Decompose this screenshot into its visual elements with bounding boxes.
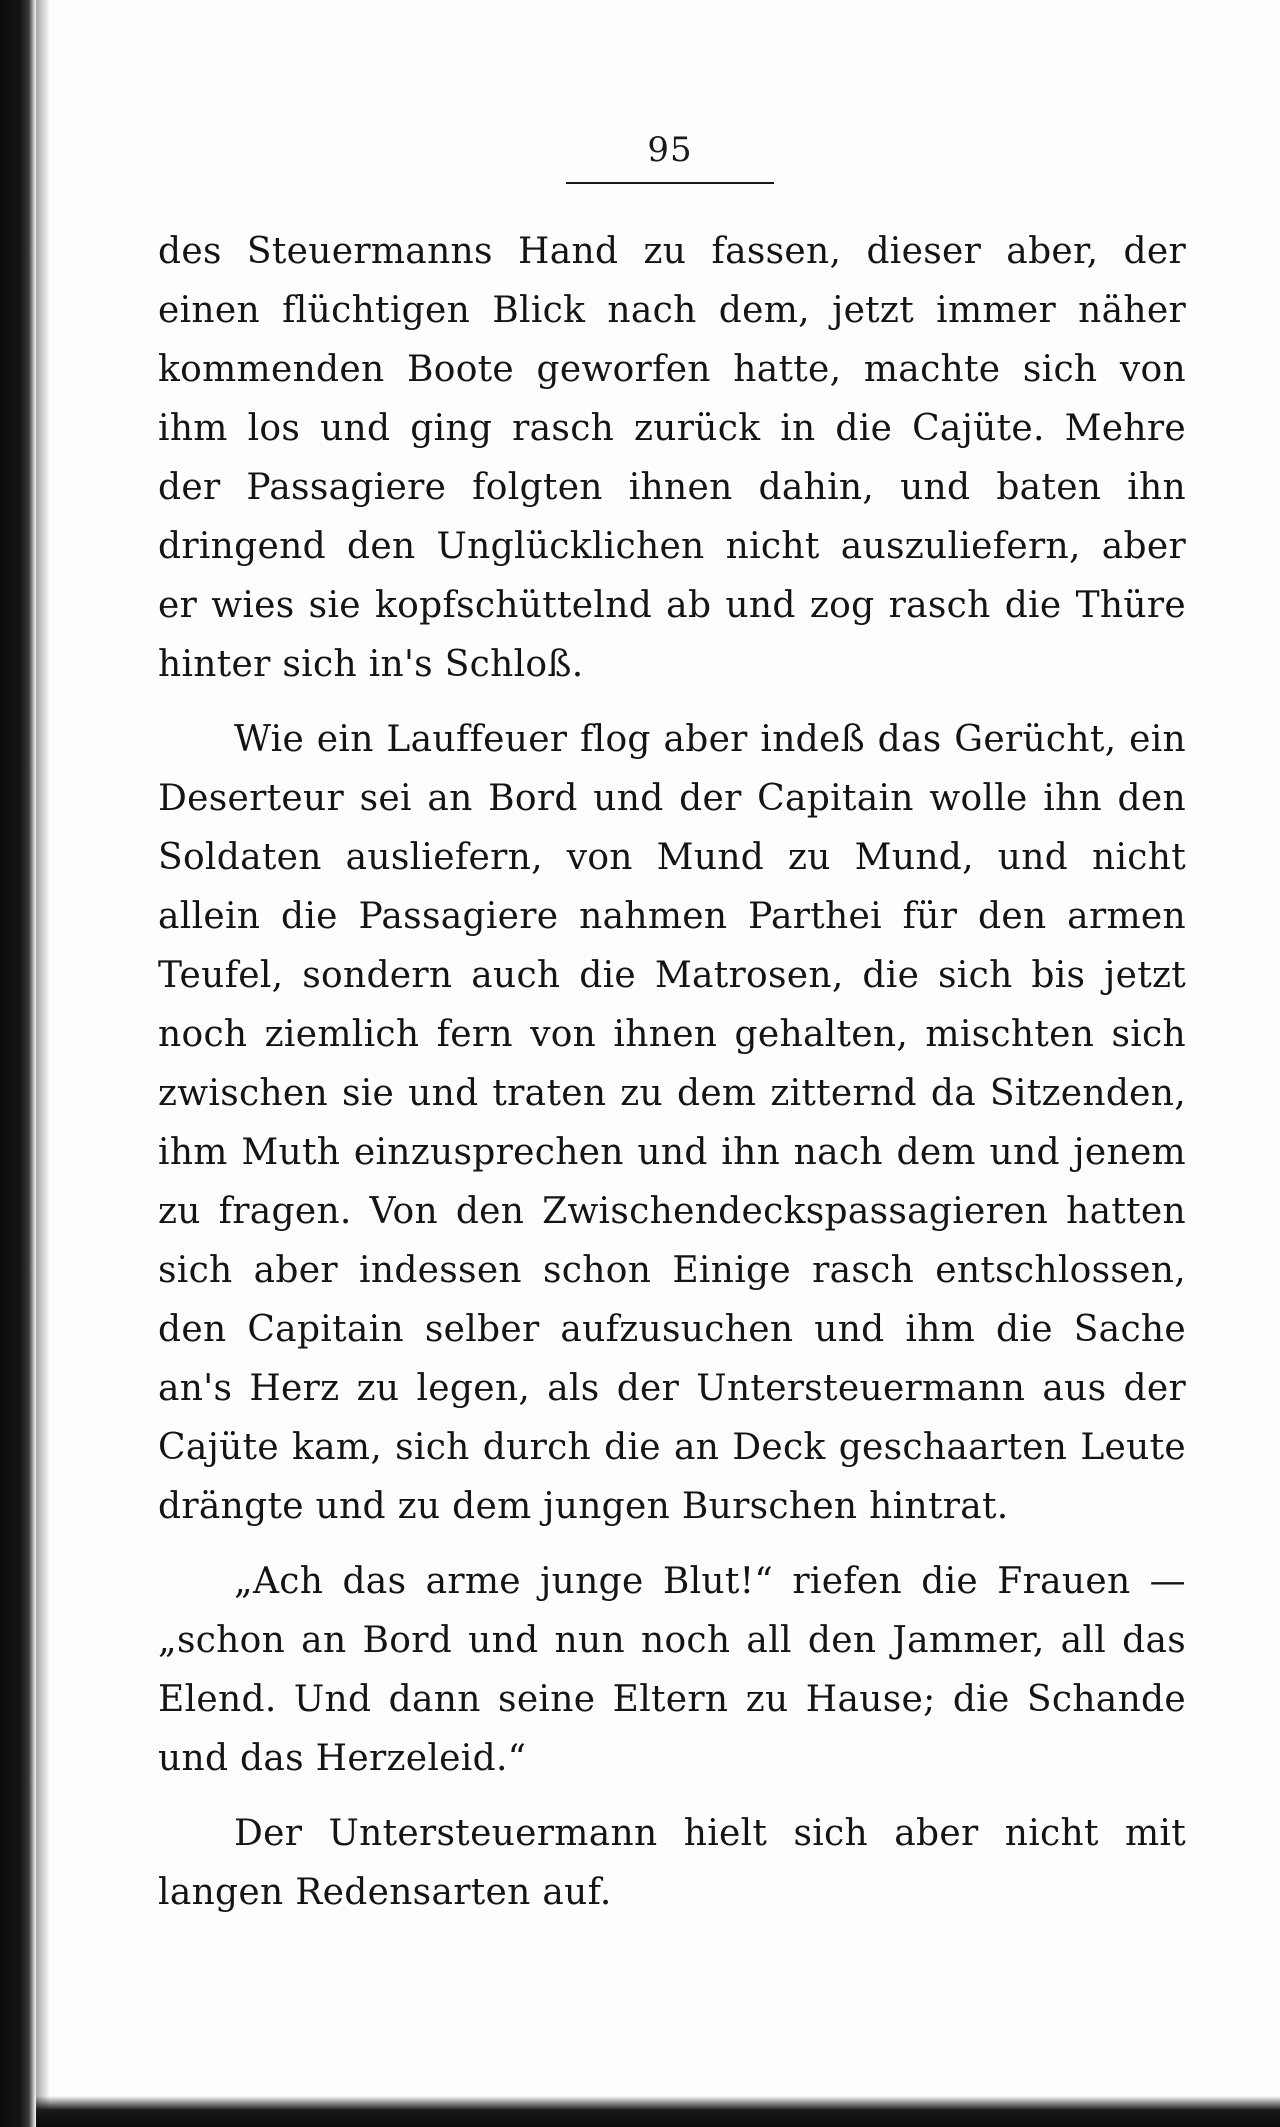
gutter-shade — [36, 0, 50, 2127]
page-bottom-edge — [36, 2096, 1280, 2127]
header-rule — [566, 182, 774, 184]
paragraph-3: „Ach das arme junge Blut!“ riefen die Frauen — „schon an Bord und nun noch all den Jammer, all das Elend. Und dann seine Eltern zu Hause; die Schande und das Herzeleid.“ — [158, 1561, 1186, 1779]
paragraph-4: Der Untersteuermann hielt sich aber nicht mit langen Redensarten auf. — [158, 1813, 1186, 1913]
paragraph-2: Wie ein Lauffeuer flog aber indeß das Gerücht, ein Deserteur sei an Bord und der Capitain wolle ihn den Soldaten ausliefern, von Mund zu Mund, und nicht allein die Passagiere nahmen Parthei für den armen Teufel, sondern auch die Matrosen, die sich bis jetzt noch ziemlich fern von ihnen gehalten, mischten sich zwischen sie und traten zu dem zitternd da Sitzenden, ihm Muth einzusprechen und ihn nach dem und jenem zu fragen. Von den Zwischendeckspassagieren hatten sich aber indessen schon Einige rasch entschlossen, den Capitain selber aufzusuchen und ihm die Sache an's Herz zu legen, als der Untersteuermann aus der Cajüte kam, sich durch die an Deck geschaarten Leute drängte und zu dem jungen Burschen hintrat. — [158, 719, 1186, 1527]
page-number: 95 — [647, 130, 693, 170]
body-text — [158, 222, 1186, 1922]
book-spine-shadow — [0, 0, 36, 2127]
paragraph-1: des Steuermanns Hand zu fassen, dieser aber, der einen flüchtigen Blick nach dem, jetzt immer näher kommenden Boote geworfen hatte, machte sich von ihm los und ging rasch zurück in die Cajüte. Mehre der Passagiere folgten ihnen dahin, und baten ihn dringend den Unglücklichen nicht auszuliefern, aber er wies sie kopfschüttelnd ab und zog rasch die Thüre hinter sich in's Schloß. — [158, 231, 1186, 685]
